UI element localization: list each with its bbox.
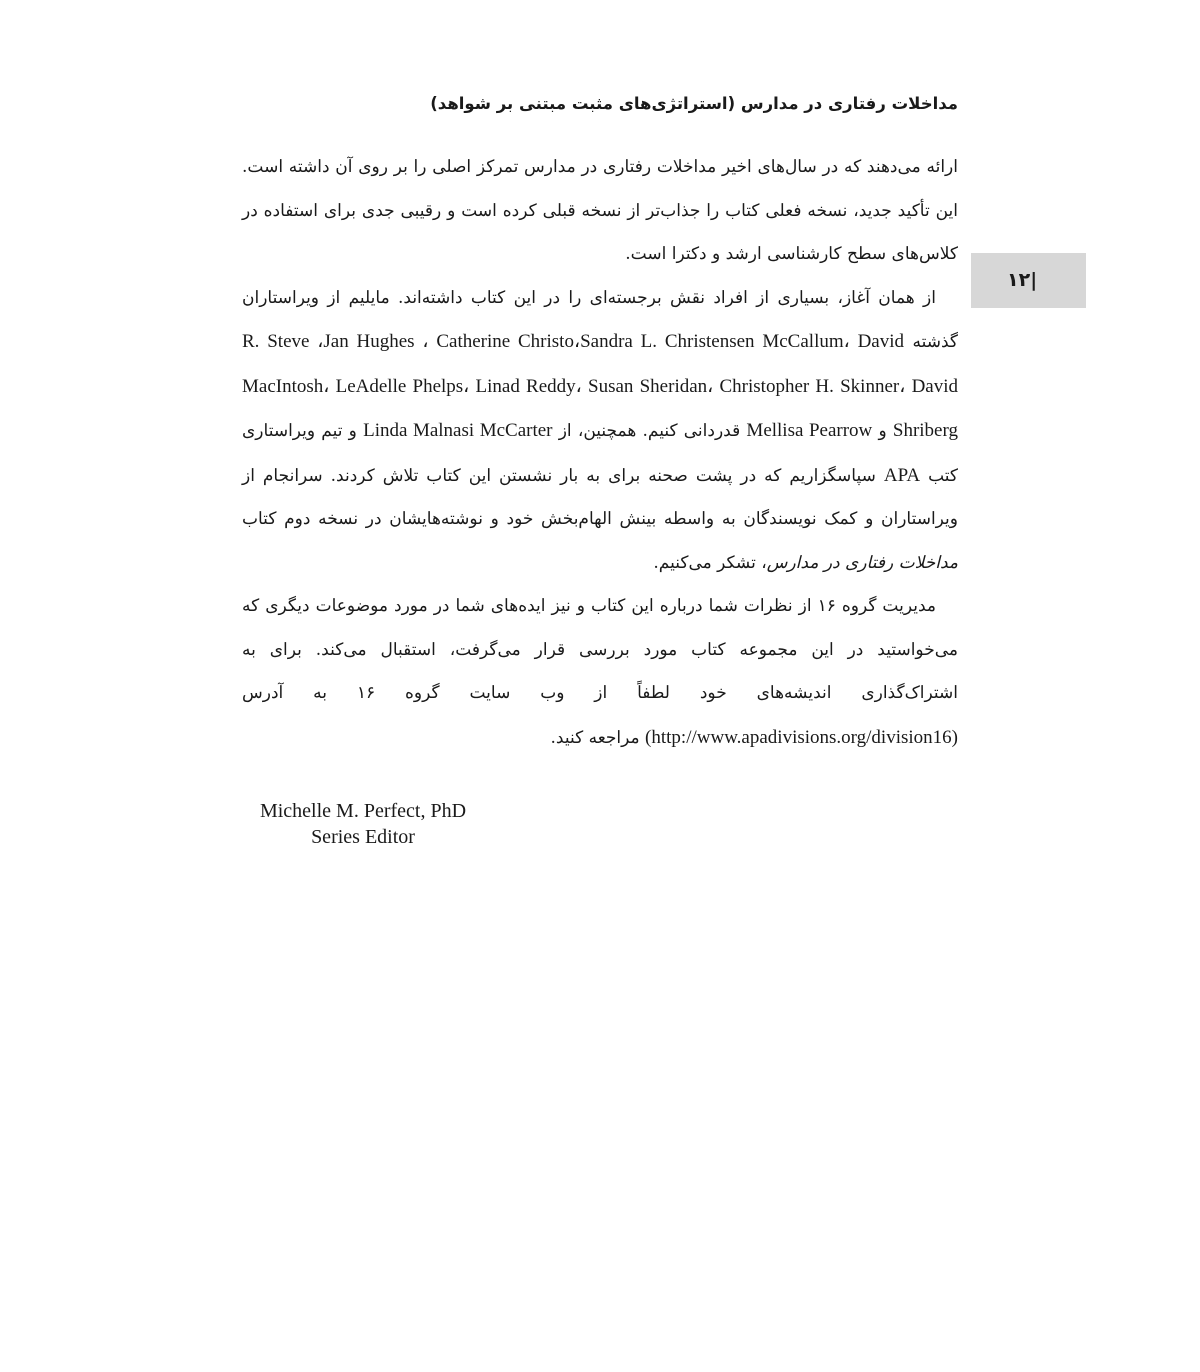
body-text [242,146,958,760]
page-number: ۱۲| [1007,269,1038,291]
past-editors-list: R. Steve ،Jan Hughes ، Catherine Christo،Sandra L. Christensen McCallum، David MacIntosh، LeAdelle Phelps، Linad Reddy، Susan Sheridan، Christopher H. Skinner، David Shriberg [242,331,958,441]
division16-url: (http://www.apadivisions.org/division16) [645,726,958,748]
signature-block [248,798,478,850]
paragraph-3-text-a: مدیریت گروه ۱۶ از نظرات شما درباره این کتاب و نیز ایده‌های شما در مورد موضوعات دیگری که می‌خواستید در این مجموعه کتاب مورد بررسی قرار می‌گرفت، استقبال می‌کند. برای به اشتراک‌گذاری اندیشه‌های خود لطفاً از وب سایت گروه ۱۶ به آدرس [242,596,958,703]
paragraph-2-text-b: و [872,421,893,441]
paragraph-2-text-e: سپاسگزاریم که در پشت صحنه برای به بار نشستن این کتاب تلاش کردند. سرانجام از ویراستاران و کمک نویسندگان به واسطه بینش الهام‌بخش خود و نوشته‌هایشان در نسخه دوم کتاب [242,465,958,529]
page-number-tab [971,253,1086,308]
signature-name: Michelle M. Perfect, PhD [259,800,467,822]
editor-linda-mccarter: Linda Malnasi McCarter [363,420,553,441]
paragraph-2-text-a: از همان آغاز، بسیاری از افراد نقش برجسته‌ای را در این کتاب داشته‌اند. مایلیم از ویراستاران گذشته [242,287,958,352]
paragraph-2-text-c: قدردانی کنیم. همچنین، از [552,421,747,441]
apa-acronym: APA [883,464,921,486]
paragraph-3-text-b: مراجعه کنید. [550,727,646,748]
paragraph-2-text-f: ، تشکر می‌کنیم. [653,552,767,573]
editor-mellisa-pearrow: Mellisa Pearrow [746,420,873,441]
paragraph-2-text-d: و تیم ویراستاری کتب [242,421,958,486]
book-title-italic: مداخلات رفتاری در مدارس [766,552,958,573]
paragraph-2 [242,277,958,586]
paragraph-1: ارائه می‌دهند که در سال‌های اخیر مداخلات رفتاری در مدارس تمرکز اصلی را بر روی آن داشته است. این تأکید جدید، نسخه فعلی کتاب را جذاب‌تر از نسخه قبلی کرده است و رقیبی جدی برای استفاده در کلاس‌های سطح کارشناسی ارشد و دکترا است. [242,157,958,264]
paragraph-3 [242,585,958,760]
running-header-title: مداخلات رفتاری در مدارس (استراتژی‌های مثبت مبتنی بر شواهد) [430,94,958,113]
signature-role: Series Editor [311,826,415,848]
